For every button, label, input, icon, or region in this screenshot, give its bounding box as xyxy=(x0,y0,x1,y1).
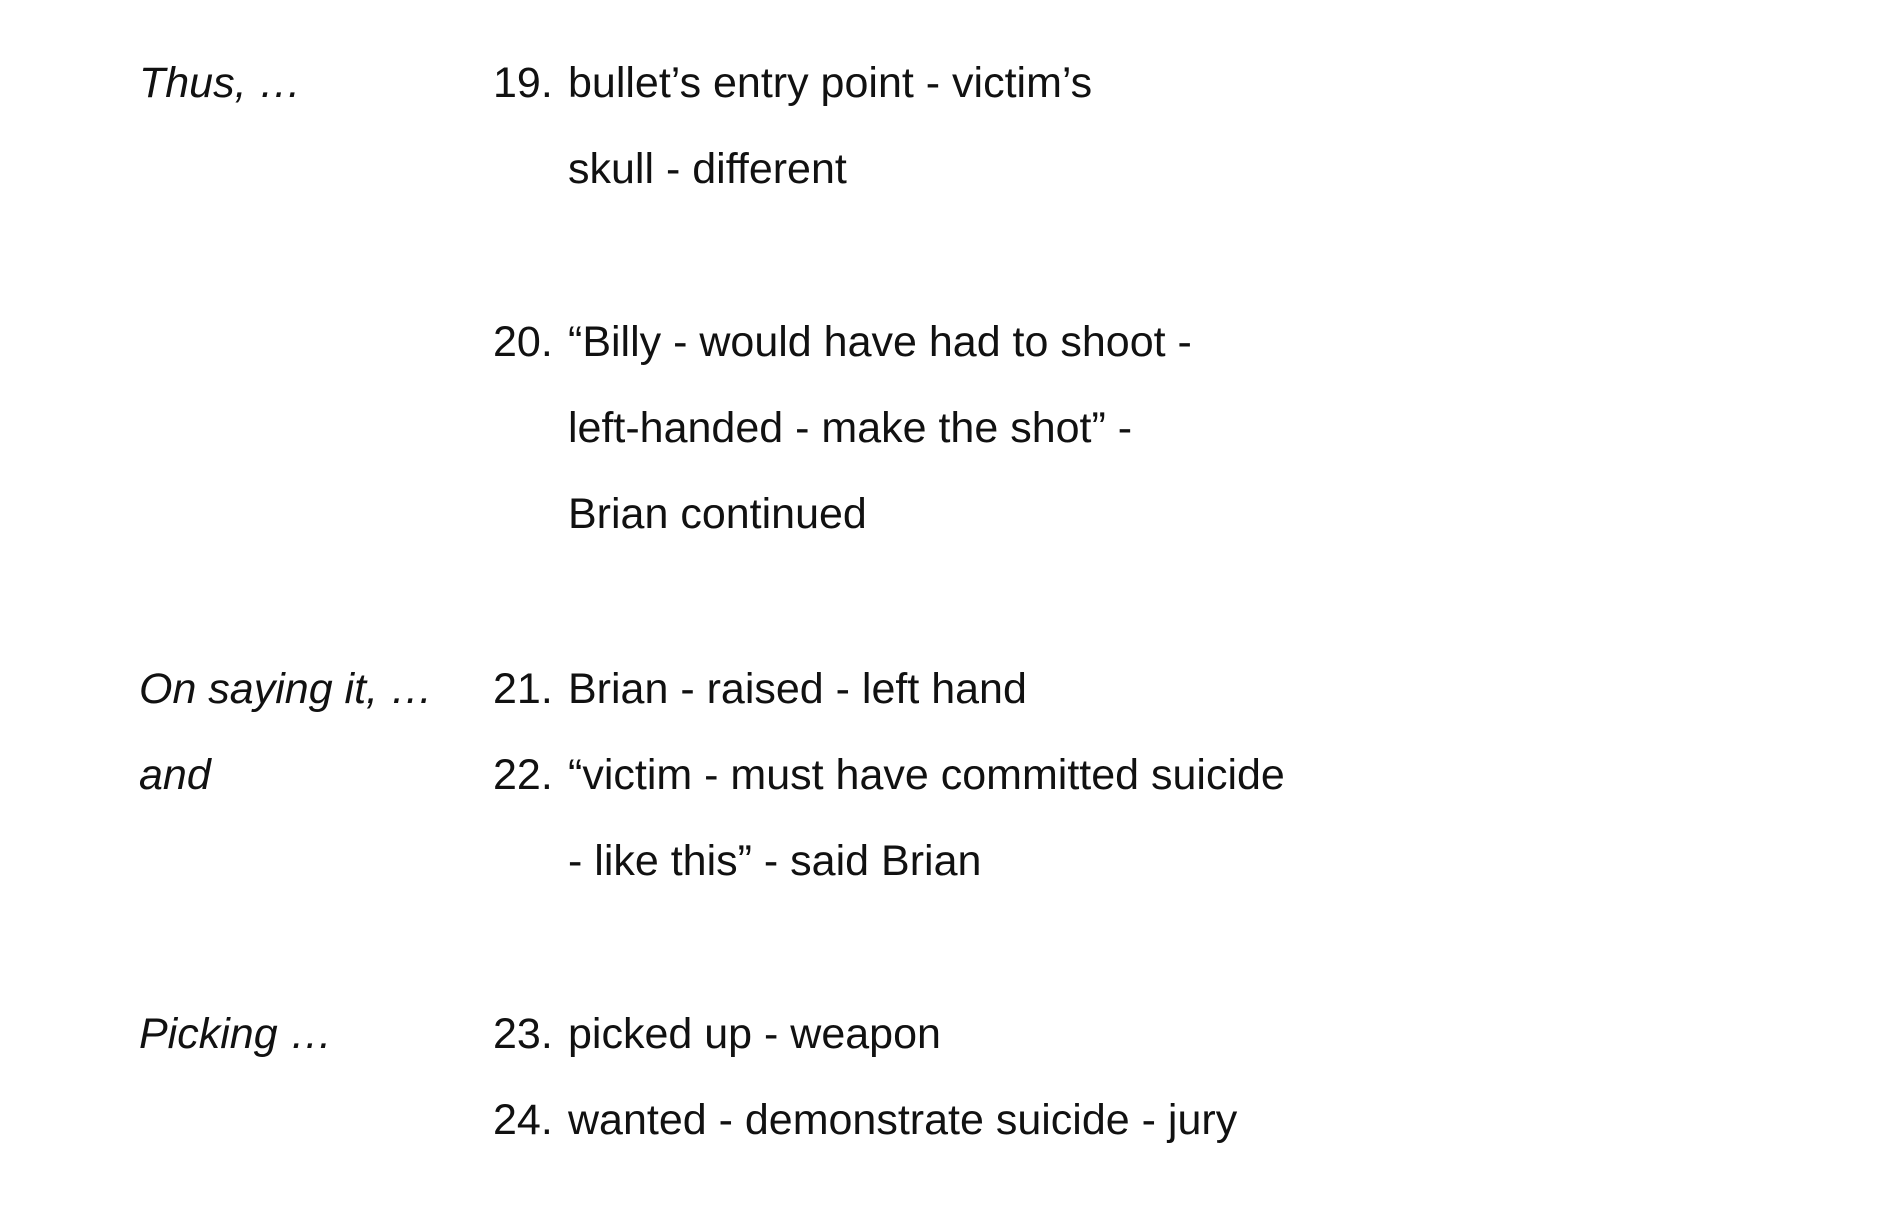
note-21-number: 21. xyxy=(493,665,553,713)
note-22-cue: and xyxy=(139,751,211,799)
note-23-cue: Picking … xyxy=(139,1010,333,1058)
note-19-text-2: skull - different xyxy=(568,145,847,193)
note-20-text-1: “Billy - would have had to shoot - xyxy=(568,318,1192,366)
note-23-number: 23. xyxy=(493,1010,553,1058)
note-24-text-1: wanted - demonstrate suicide - jury xyxy=(568,1096,1238,1144)
note-20-line-1 xyxy=(0,299,1878,385)
note-19-number: 19. xyxy=(493,59,553,107)
note-21-cue: On saying it, … xyxy=(139,665,433,713)
note-20-line-2 xyxy=(0,385,1878,471)
note-22-text-2: - like this” - said Brian xyxy=(568,837,982,885)
note-19-line-1 xyxy=(0,40,1878,126)
note-24-line-1 xyxy=(0,1077,1878,1163)
note-20-line-3 xyxy=(0,471,1878,557)
note-20-text-3: Brian continued xyxy=(568,490,867,538)
note-23-line-1 xyxy=(0,991,1878,1077)
note-19-line-2 xyxy=(0,126,1878,212)
note-21-text-1: Brian - raised - left hand xyxy=(568,665,1027,713)
note-22-number: 22. xyxy=(493,751,553,799)
note-22-text-1: “victim - must have committed suicide xyxy=(568,751,1285,799)
note-22-line-2 xyxy=(0,818,1878,904)
note-19-cue: Thus, … xyxy=(139,59,302,107)
note-21-line-1 xyxy=(0,646,1878,732)
note-20-text-2: left-handed - make the shot” - xyxy=(568,404,1133,452)
note-23-text-1: picked up - weapon xyxy=(568,1010,941,1058)
note-22-line-1 xyxy=(0,732,1878,818)
note-19-text-1: bullet’s entry point - victim’s xyxy=(568,59,1093,107)
note-24-number: 24. xyxy=(493,1096,553,1144)
note-20-number: 20. xyxy=(493,318,553,366)
